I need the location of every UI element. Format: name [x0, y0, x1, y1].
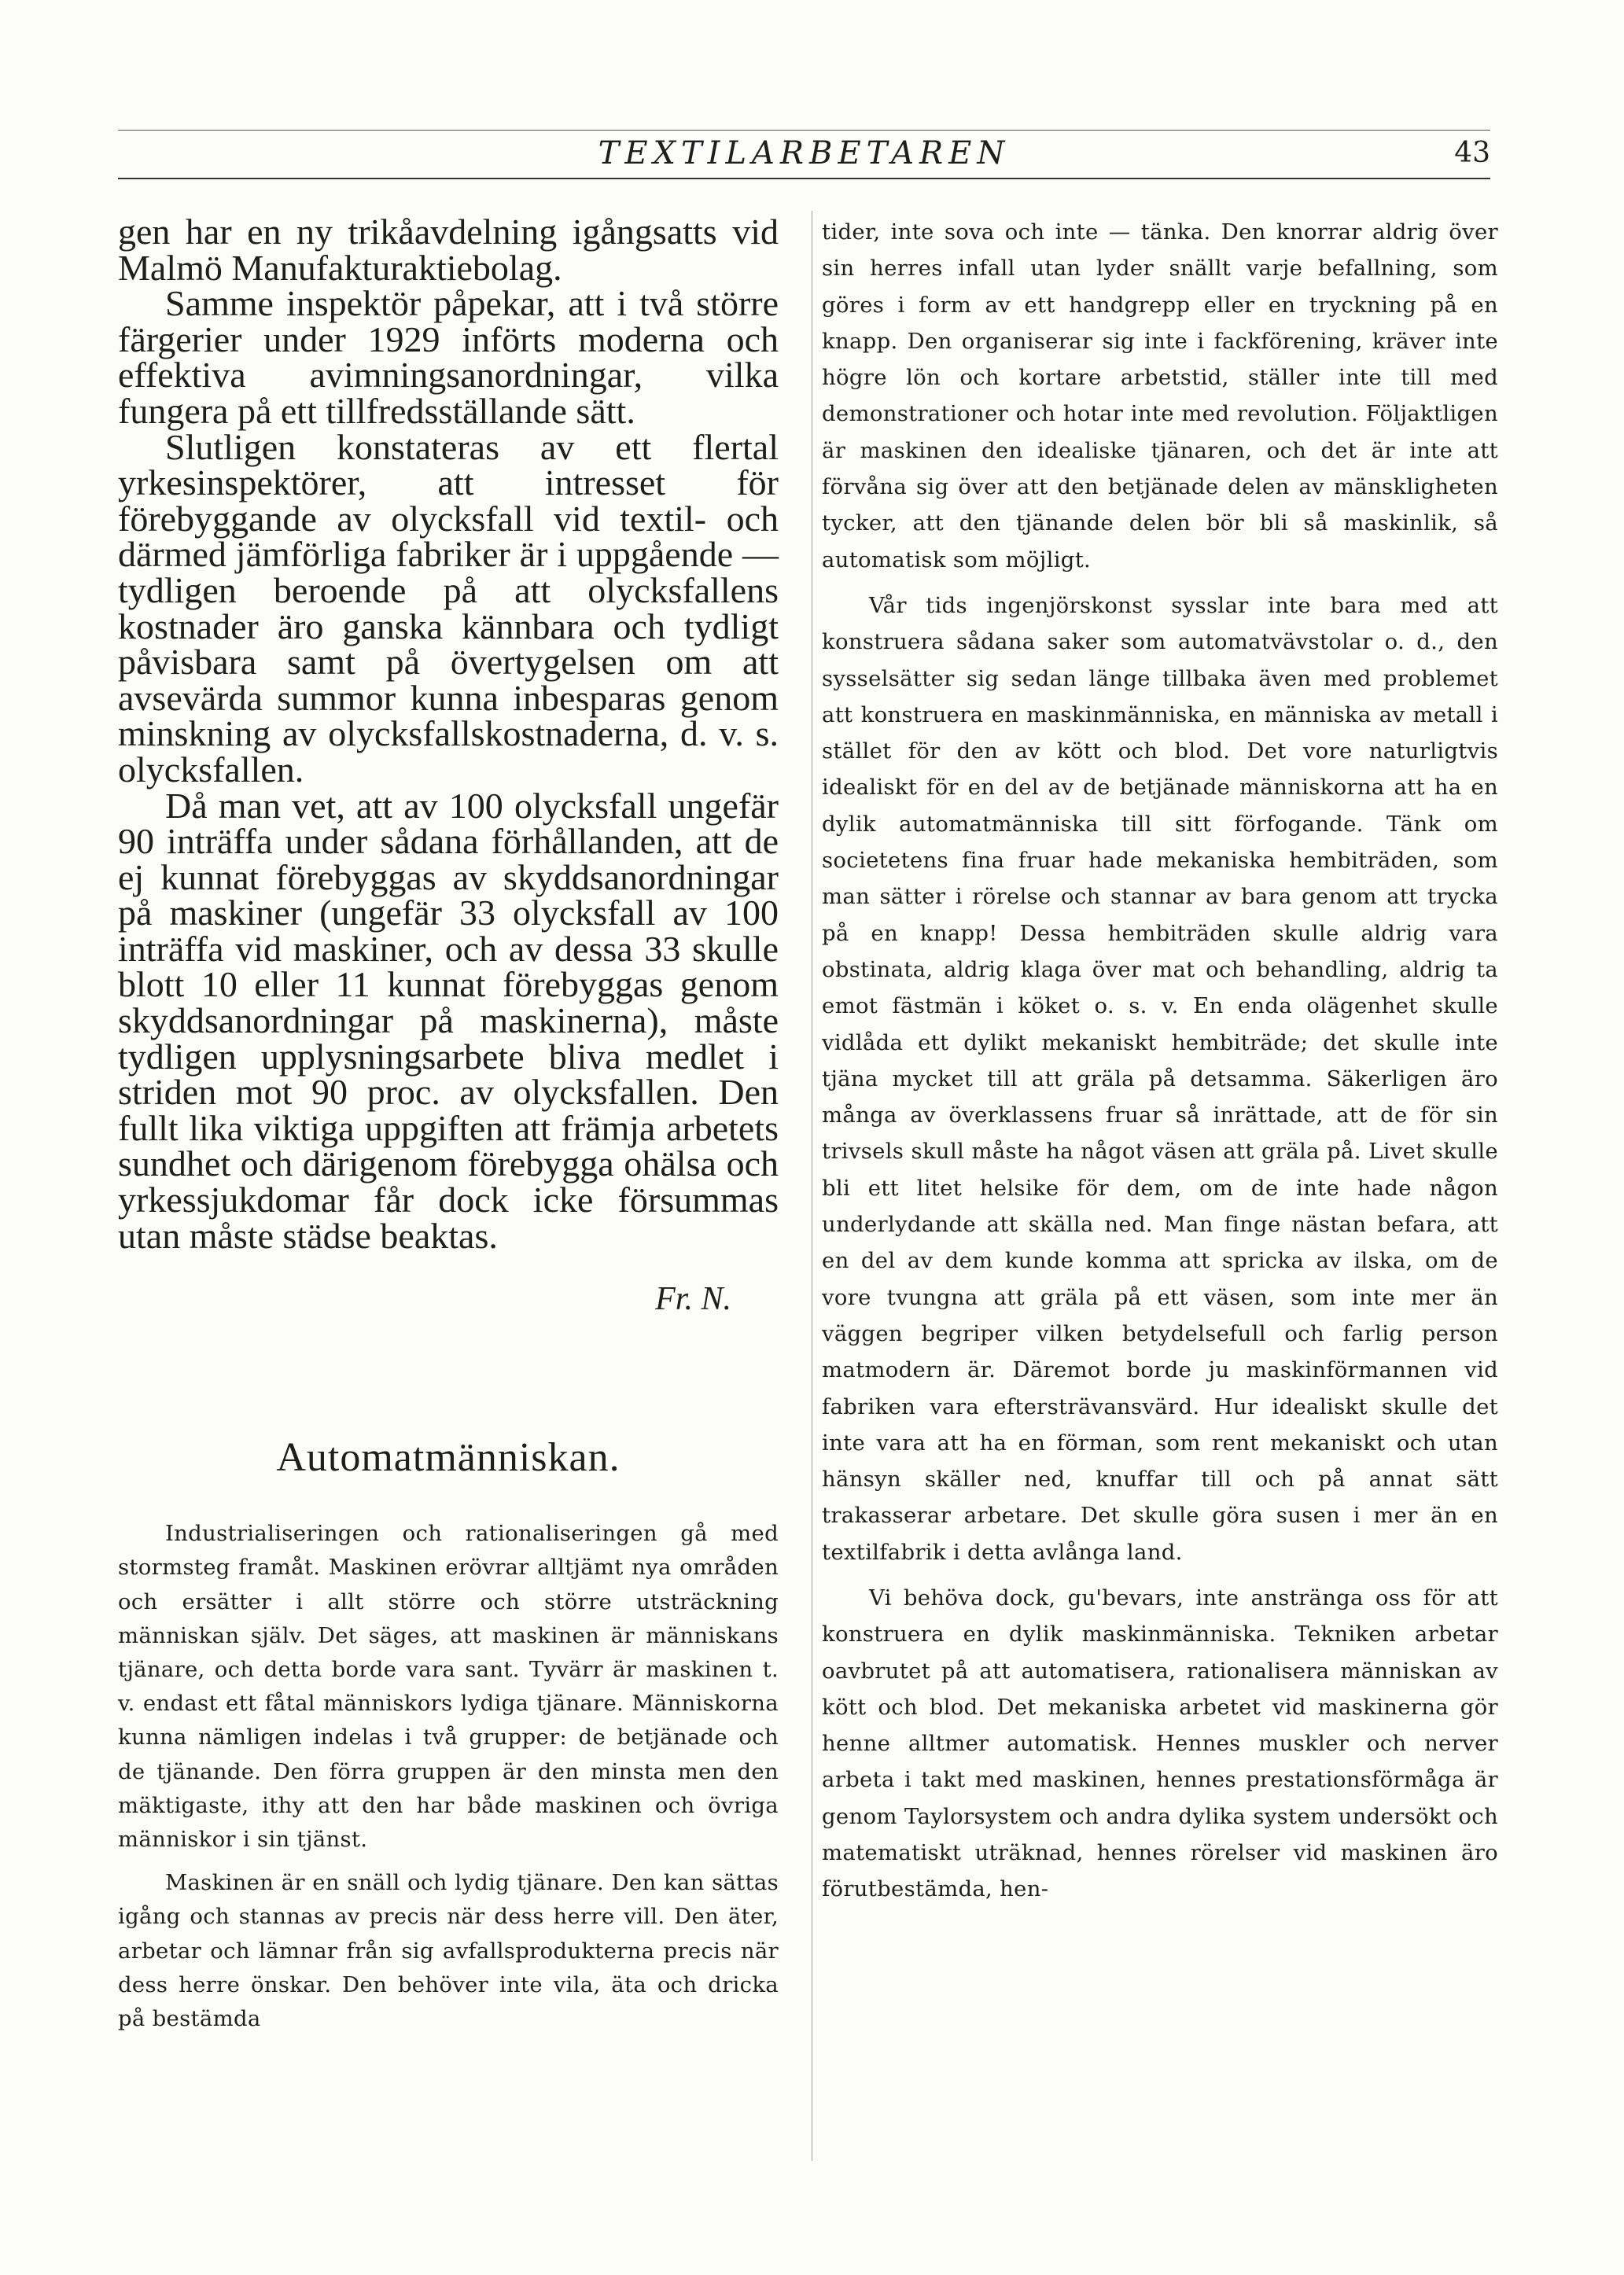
header-rule-bottom — [118, 178, 1490, 179]
paragraph: tider, inte sova och inte — tänka. Den knorrar aldrig över sin herres infall utan lyder snällt varje befallning, som göres i form av ett handgrepp eller en tryckning på en knapp. Den organiserar sig inte i fackförening, kräver inte högre lön och kortare arbetstid, ställer inte till med demonstrationer och hotar inte med revolution. Följaktligen är maskinen den idealiske tjänaren, och det är inte att förvåna sig över att den betjänade delen av mänskligheten tycker, att den tjänande delen bör bli så maskinlik, så automatisk som möjligt. — [822, 219, 1498, 572]
paragraph: Industrialiseringen och rationaliseringen gå med stormsteg framåt. Maskinen erövrar alltjämt nya områden och ersätter i allt större och större utsträckning människan själv. Det säges, att maskinen är människans tjänare, och detta borde vara sant. Tyvärr är maskinen t. v. endast ett fåtal människors lydiga tjänare. Människorna kunna nämligen indelas i två grupper: de betjänade och de tjänande. Den förra gruppen är den minsta men den mäktigaste, ithy att den har både maskinen och övriga människor i sin tjänst. — [118, 1521, 779, 1853]
paragraph: Samme inspektör påpekar, att i två större färgerier under 1929 införts moderna och effektiva avimningsanordningar, vilka fungera på ett tillfredsställande sätt. — [118, 283, 779, 431]
previous-article-text — [118, 212, 779, 1256]
header-rule-top — [118, 130, 1490, 131]
paragraph: Då man vet, att av 100 olycksfall ungefär 90 inträffa under sådana förhållanden, att de ej kunnat förebyggas av skyddsanordningar på maskiner (ungefär 33 olycksfall av 100 inträffa vid maskiner, och av dessa 33 skulle blott 10 eller 11 kunnat förebyggas genom skyddsanordningar på maskinerna), måste tydligen upplysningsarbete bliva medlet i striden mot 90 proc. av olycksfallen. Den fullt lika viktiga uppgiften att främja arbetets sundhet och därigenom förebygga ohälsa och yrkessjukdomar får dock icke försummas utan måste städse beaktas. — [118, 785, 779, 1256]
paragraph: Vår tids ingenjörskonst sysslar inte bara med att konstruera sådana saker som automatvävstolar o. d., den sysselsätter sig sedan länge tillbaka även med problemet att konstruera en maskinmänniska, en människa av metall i stället för den av kött och blod. Det vore naturligtvis idealiskt för en del av de betjänade människorna att ha en dylik automatmänniska till sitt förfogande. Tänk om societetens fina fruar hade mekaniska hembiträden, som man sätter i rörelse och stannar av bara genom att trycka på en knapp! Dessa hembiträden skulle aldrig vara obstinata, aldrig klaga över mat och behandling, aldrig ta emot fästmän i köket o. s. v. En enda olägenhet skulle vidlåda ett dylikt mekaniskt hembiträde; det skulle inte tjäna mycket till att gräla på detsamma. Säkerligen äro många av överklassens fruar så inrättade, att de för sin trivsels skull måste ha något väsen att gräla på. Livet skulle bli ett litet helsike för dem, om de inte hade någon underlydande att skälla ned. Man finge nästan befara, att en del av dem kunde komma att spricka av ilska, om de vore tvungna att gräla på ett väsen, som inte mer än väggen begriper vilken betydelsefull och farlig person matmodern är. Däremot borde ju maskinförmannen vid fabriken vara eftersträvansvärd. Hur idealiskt skulle det inte vara att ha en förman, som rent mekaniskt och utan hänsyn skäller ned, knuffar till och på annat sätt trakasserar arbetare. Det skulle göra susen i mer än en textilfabrik i detta avlånga land. — [822, 592, 1498, 1565]
article-text — [118, 1517, 779, 2036]
paragraph: Slutligen konstateras av ett flertal yrkesinspektörer, att intresset för förebyggande av olycksfall vid textil- och därmed jämförliga fabriker är i uppgående — tydligen beroende på att olycksfallens kostnader äro ganska kännbara och tydligt påvisbara samt på övertygelsen om att avsevärda summor kunna inbesparas genom minskning av olycksfallskostnaderna, d. v. s. olycksfallen. — [118, 426, 779, 790]
article-heading: Automatmänniskan. — [276, 1435, 621, 1481]
paragraph: Vi behöva dock, gu'bevars, inte anstränga oss för att konstruera en dylik maskinmänniska. Tekniken arbetar oavbrutet på att automatisera, rationalisera människan av kött och blod. Det mekaniska arbetet vid maskinerna gör henne alltmer automatisk. Hennes muskler och nerver arbeta i takt med maskinen, hennes prestationsförmåga är genom Taylorsystem och andra dylika system undersökt och matematiskt uträknad, hennes rörelser vid maskinen äro förutbestämda, hen- — [822, 1585, 1498, 1902]
paragraph: gen har en ny trikåavdelning igångsatts vid Malmö Manufakturaktiebolag. — [118, 212, 779, 288]
page-header — [118, 132, 1490, 176]
page-number: 43 — [1454, 137, 1490, 169]
paragraph: Maskinen är en snäll och lydig tjänare. Den kan sättas igång och stannas av precis när dess herre vill. Den äter, arbetar och lämnar från sig avfallsprodukterna precis när dess herre önskar. Den behöver inte vila, äta och dricka på bestämda — [118, 1870, 779, 2032]
left-column — [118, 214, 779, 2036]
author-signature: Fr. N. — [655, 1281, 731, 1318]
journal-title: TEXTILARBETAREN — [598, 135, 1011, 171]
right-column — [822, 214, 1498, 1908]
